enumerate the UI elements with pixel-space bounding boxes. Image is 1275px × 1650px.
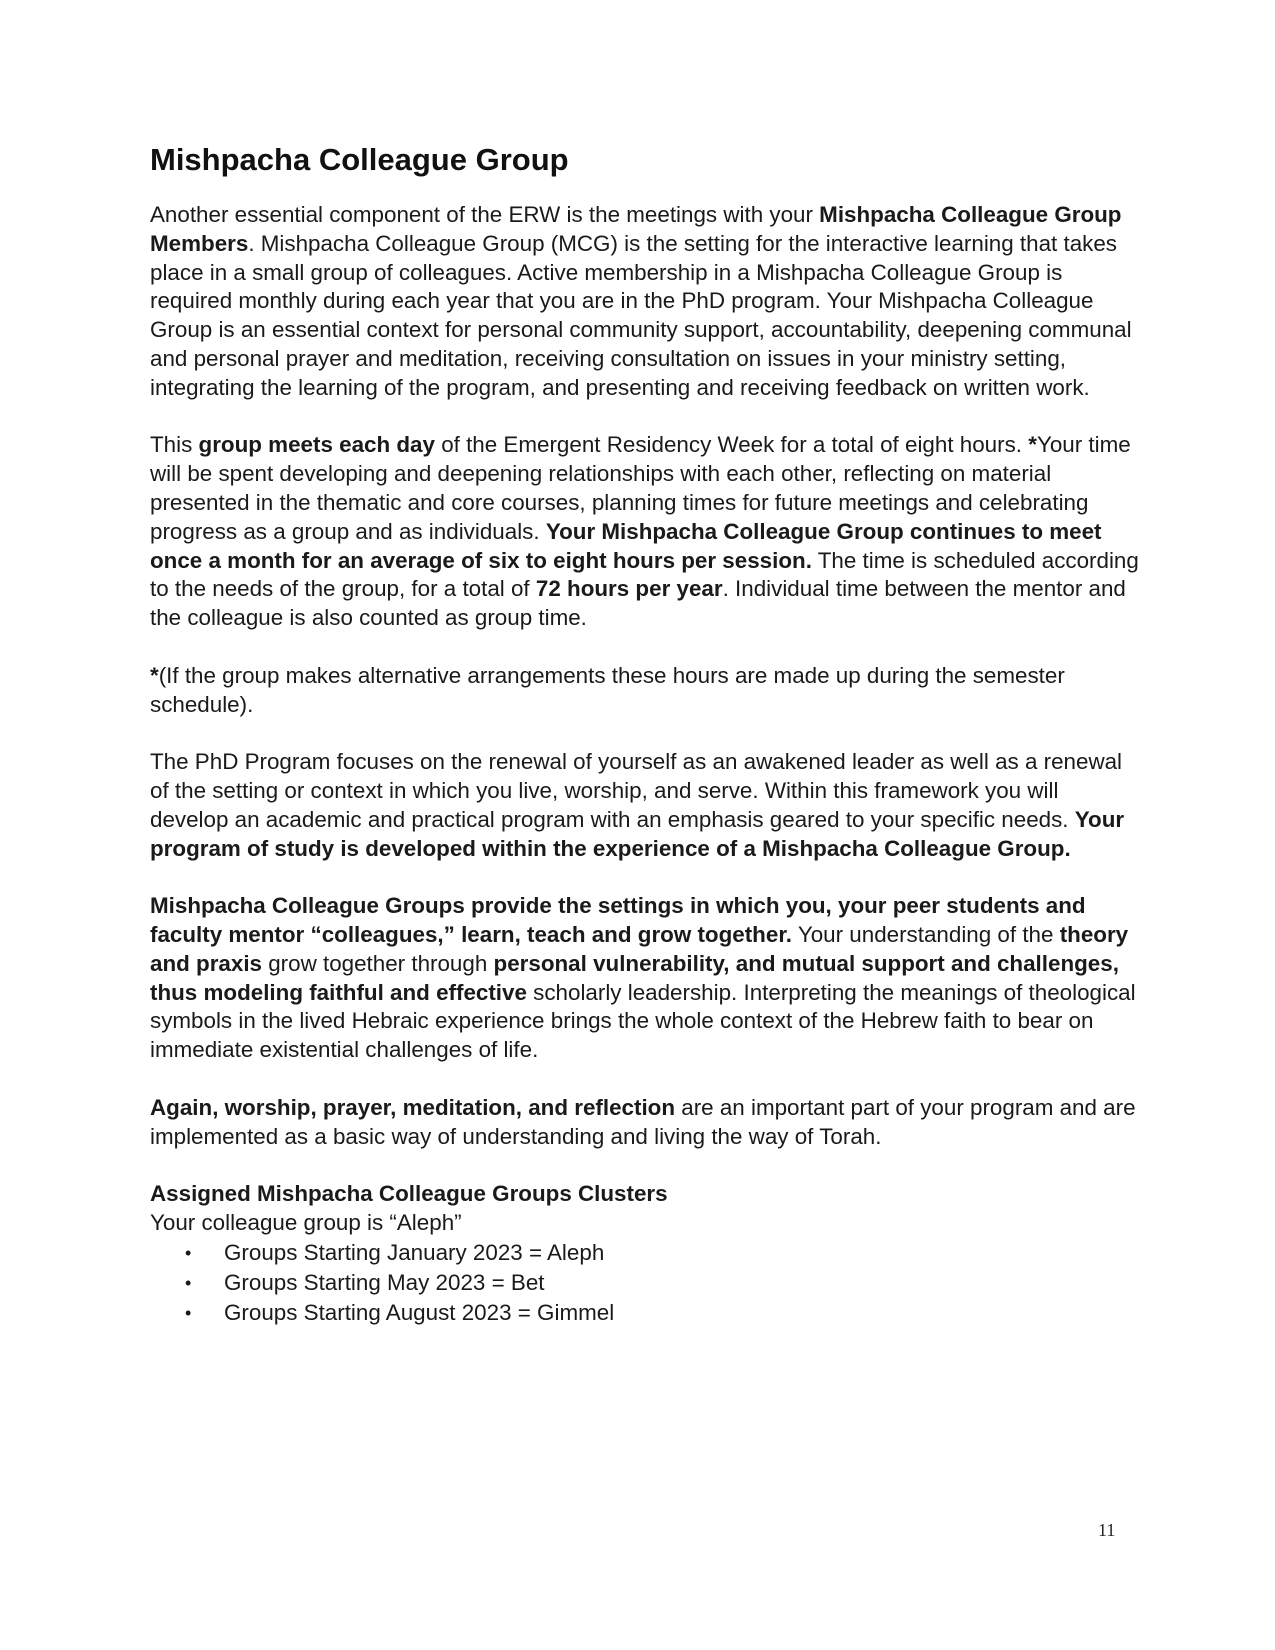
- clusters-intro: Your colleague group is “Aleph”: [150, 1209, 462, 1235]
- page-title: Mishpacha Colleague Group: [150, 142, 569, 177]
- bullet-icon: •: [185, 1302, 192, 1323]
- list-item-text: Groups Starting May 2023 = Bet: [224, 1269, 545, 1295]
- body-paragraphs: [150, 201, 1140, 1151]
- text-run: Another essential component of the ERW is the meetings with your: [150, 202, 820, 227]
- paragraph-worship-prayer: [150, 1094, 1140, 1152]
- text-run: The PhD Program focuses on the renewal of yourself as an awakened leader as well as a renewal of the setting or context in which you live, worship, and serve. Within this framework you will develop an academic and practical program with an emphasis geared to your specific needs.: [150, 749, 1123, 832]
- text-run: Your time will be spent developing and deepening relationships with each other, reflecting on material presented in the thematic and core courses, planning times for future meetings and celebrating progress as a group and as individuals.: [150, 432, 1131, 544]
- text-run: Again, worship, prayer, meditation, and reflection: [150, 1094, 676, 1120]
- paragraph-group-meetings: [150, 431, 1140, 633]
- text-run: (If the group makes alternative arrangements these hours are made up during the semester schedule).: [150, 662, 1065, 717]
- text-run: Your Mishpacha Colleague Group continues to meet once a month for an average of six to eight hours per session.: [150, 518, 1102, 573]
- document-page: [150, 140, 1140, 1328]
- clusters-list: [150, 1238, 1140, 1328]
- text-run: . Mishpacha Colleague Group (MCG) is the setting for the interactive learning that takes place in a small group of colleagues. Active membership in a Mishpacha Colleague Group is required monthly during each year that you are in the PhD program. Your Mishpacha Colleague Group is an essential context for personal community support, accountability, deepening communal and personal prayer and meditation, receiving consultation on issues in your ministry setting, integrating the learning of the program, and presenting and receiving feedback on written work.: [150, 230, 1132, 400]
- list-item: [150, 1268, 1140, 1298]
- clusters-section: [150, 1180, 1140, 1328]
- text-run: Mishpacha Colleague Group Members: [150, 202, 1122, 256]
- text-run: of the Emergent Residency Week for a total of eight hours.: [434, 432, 1029, 458]
- text-run: Your program of study is developed within the experience of a Mishpacha Colleague Group.: [150, 806, 1125, 861]
- text-run: scholarly leadership. Interpreting the meanings of theological symbols in the lived Hebraic experience brings the whole context of the Hebrew faith to bear on immediate existential challenges of life.: [150, 979, 1136, 1063]
- text-run: personal vulnerability, and mutual support and challenges, thus modeling faithful and effective: [150, 950, 1119, 1005]
- text-run: group meets each day: [198, 432, 435, 458]
- list-item-text: Groups Starting January 2023 = Aleph: [224, 1239, 605, 1265]
- bullet-icon: •: [185, 1272, 192, 1293]
- text-run: theory and praxis: [150, 921, 1129, 976]
- page-number: 11: [1098, 1520, 1116, 1540]
- text-run: . Individual time between the mentor and the colleague is also counted as group time.: [150, 576, 1126, 631]
- text-run: *: [1028, 432, 1037, 458]
- text-run: grow together through: [262, 950, 494, 976]
- list-item: [150, 1298, 1140, 1328]
- text-run: Mishpacha Colleague Groups provide the settings in which you, your peer students and faculty mentor “colleagues,” learn, teach and grow together.: [150, 893, 1086, 947]
- text-run: This: [150, 432, 199, 458]
- text-run: *: [150, 662, 159, 688]
- text-run: The time is scheduled according to the needs of the group, for a total of: [150, 547, 1139, 602]
- list-item-text: Groups Starting August 2023 = Gimmel: [224, 1299, 615, 1325]
- paragraph-colleague-groups-settings: [150, 892, 1140, 1065]
- paragraph-erw-component: [150, 201, 1140, 403]
- paragraph-alternative-arrangements: [150, 662, 1140, 720]
- bullet-icon: •: [185, 1242, 192, 1263]
- text-run: 72 hours per year: [535, 576, 723, 602]
- list-item: [150, 1238, 1140, 1268]
- text-run: Your understanding of the: [792, 921, 1060, 947]
- text-run: are an important part of your program and are implemented as a basic way of understanding and living the way of Torah.: [150, 1094, 1136, 1149]
- clusters-heading: Assigned Mishpacha Colleague Groups Clusters: [150, 1181, 668, 1207]
- paragraph-phd-program-focus: [150, 748, 1140, 863]
